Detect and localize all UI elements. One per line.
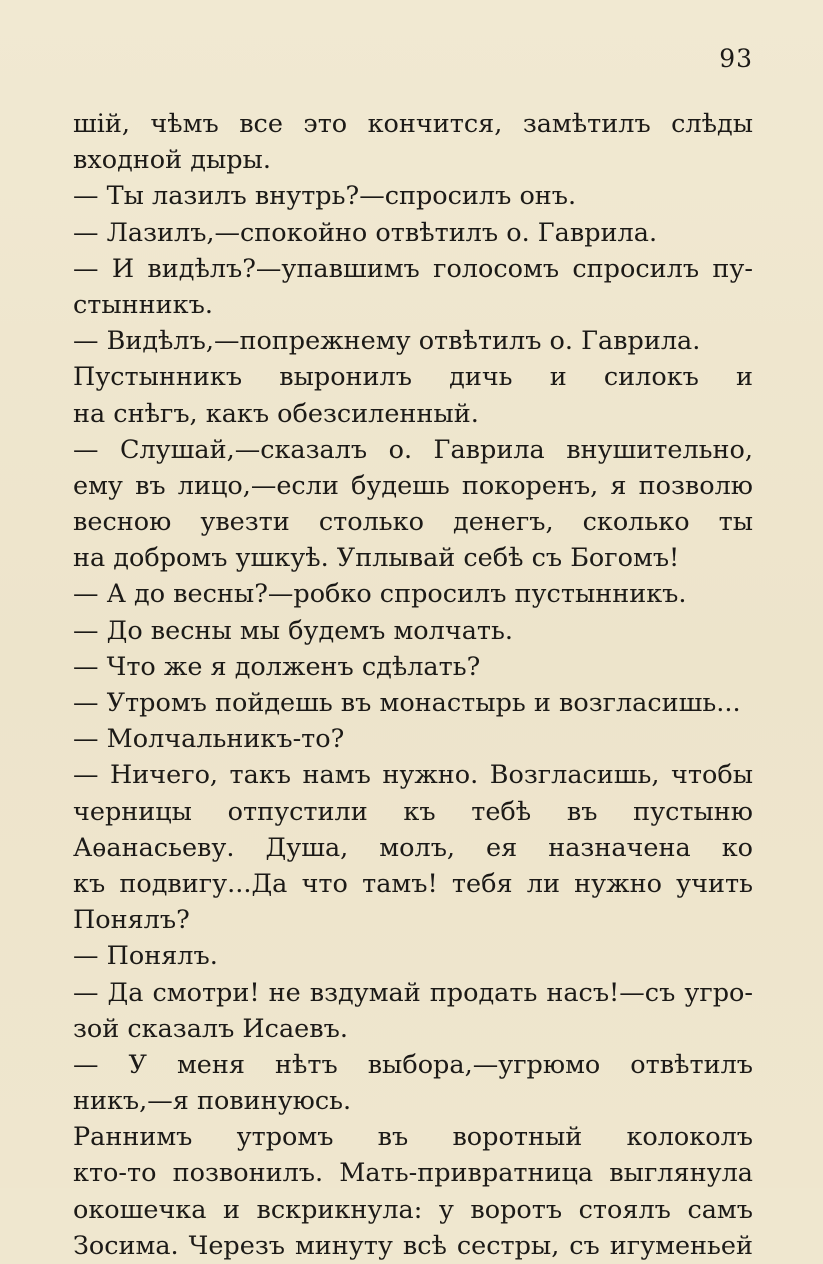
text-line: — Что же я долженъ сдѣлать?	[73, 651, 481, 682]
text-line: ему въ лицо,—если будешь покоренъ, я позволю	[73, 470, 753, 501]
text-line: — До весны мы будемъ молчать.	[73, 615, 514, 646]
text-line: — Слушай,—сказалъ о. Гаврила внушительно,	[73, 434, 753, 465]
text-line: весною увезти столько денегъ, сколько ты	[73, 507, 753, 538]
text-line: входной дыры.	[73, 145, 271, 176]
text-line: — Да смотри! не вздумай продать насъ!—съ угро-	[73, 977, 753, 1008]
text-line: Зосима. Черезъ минуту всѣ сестры, съ игуменьей	[73, 1230, 753, 1261]
text-line: никъ,—я повинуюсь.	[73, 1086, 352, 1117]
text-line: — А до весны?—робко спросилъ пустынникъ.	[73, 579, 687, 610]
text-line: окошечка и вскрикнула: у воротъ стоялъ самъ	[73, 1194, 753, 1225]
page-text	[73, 106, 753, 1264]
text-line: Понялъ?	[73, 905, 190, 936]
text-line: Аѳанасьеву. Душа, молъ, ея назначена ко	[73, 832, 753, 863]
text-line: стынникъ.	[73, 289, 213, 320]
text-line: — Понялъ.	[73, 941, 218, 972]
text-line: — Ничего, такъ намъ нужно. Возгласишь, чтобы	[73, 760, 753, 791]
text-line: — Молчальникъ-то?	[73, 724, 345, 755]
text-line: на добромъ ушкуѣ. Уплывай себѣ съ Богомъ!	[73, 543, 680, 574]
text-line: — Видѣлъ,—попрежнему отвѣтилъ о. Гаврила.	[73, 326, 701, 357]
text-line: шій, чѣмъ все это кончится, замѣтилъ слѣды	[73, 109, 753, 139]
text-line: — Ты лазилъ внутрь?—спросилъ онъ.	[73, 181, 577, 212]
text-line: зой сказалъ Исаевъ.	[73, 1013, 348, 1044]
text-line: — У меня нѣтъ выбора,—угрюмо отвѣтилъ	[73, 1049, 753, 1080]
text-line: Раннимъ утромъ въ воротный колоколъ	[73, 1122, 753, 1153]
text-line: — Утромъ пойдешь въ монастырь и возгласишь...	[73, 688, 741, 718]
text-line: — И видѣлъ?—упавшимъ голосомъ спросилъ пу-	[73, 253, 753, 284]
text-line: — Лазилъ,—спокойно отвѣтилъ о. Гаврила.	[73, 217, 658, 248]
text-line: Пустынникъ выронилъ дичь и силокъ и	[73, 362, 753, 393]
text-line: черницы отпустили къ тебѣ въ пустыню	[73, 796, 753, 827]
text-line: къ подвигу...Да что тамъ! тебя ли нужно учить	[73, 868, 753, 899]
text-line: кто-то позвонилъ. Мать-привратница выглянула	[73, 1158, 753, 1189]
page-number: 93	[719, 44, 753, 73]
text-line: на снѣгъ, какъ обезсиленный.	[73, 398, 479, 429]
